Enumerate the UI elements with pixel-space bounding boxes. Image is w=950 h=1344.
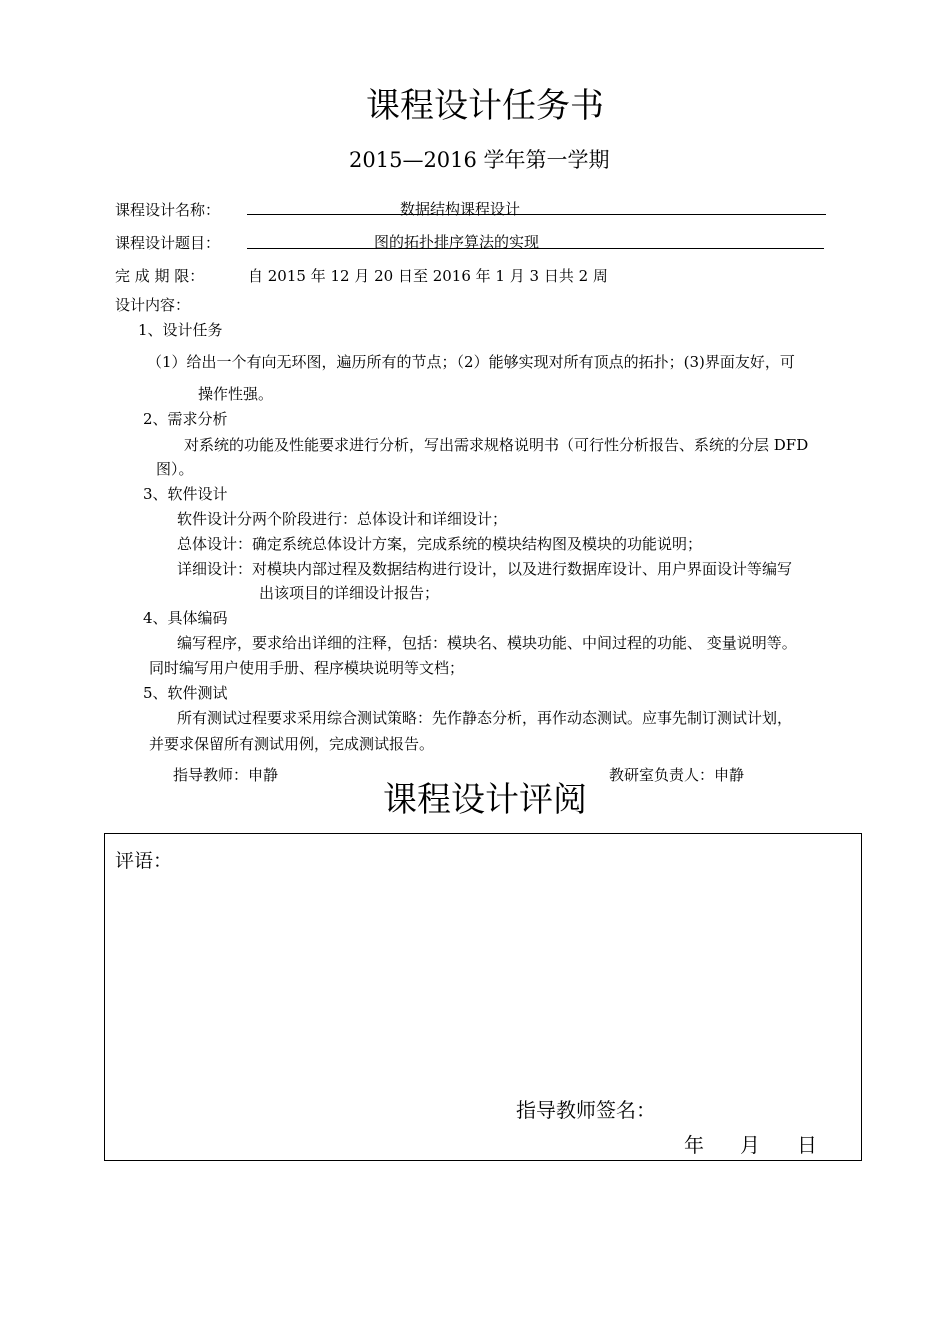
teacher-signature-label: 指导教师签名： (516, 1098, 656, 1122)
section-1-line-1: （1）给出一个有向无环图，遍历所有的节点；（2）能够实现对所有顶点的拓扑；(3)界面友好，可 (147, 353, 795, 371)
period-value: 自 2015 年 12 月 20 日至 2016 年 1 月 3 日共 2 周 (248, 267, 608, 285)
section-3-line-2: 总体设计：确定系统总体设计方案，完成系统的模块结构图及模块的功能说明； (177, 535, 703, 553)
course-name-underline (247, 214, 826, 215)
section-2-title: 2、需求分析 (143, 410, 228, 428)
page-title: 课程设计任务书 (366, 86, 604, 126)
course-topic-label: 课程设计题目： (115, 234, 221, 252)
review-comment-label: 评语： (115, 850, 173, 872)
section-2-line-2: 图）。 (156, 460, 194, 478)
section-3-line-1: 软件设计分两个阶段进行：总体设计和详细设计； (177, 510, 508, 528)
date-day: 日 (797, 1133, 817, 1157)
course-topic-value: 图的拓扑排序算法的实现 (374, 233, 540, 251)
teacher-signer: 指导教师：申静 (173, 766, 279, 784)
course-topic-underline (247, 248, 824, 249)
section-5-title: 5、软件测试 (143, 684, 228, 702)
section-5-line-1: 所有测试过程要求采用综合测试策略：先作静态分析，再作动态测试。应事先制订测试计划， (177, 709, 793, 727)
review-box (104, 833, 862, 1161)
period-label: 完 成 期 限： (115, 267, 205, 285)
content-label: 设计内容： (115, 296, 191, 314)
section-1-line-2: 操作性强。 (198, 385, 274, 403)
section-4-line-2: 同时编写用户使用手册、程序模块说明等文档； (149, 659, 465, 677)
section-3-line-3: 详细设计：对模块内部过程及数据结构进行设计，以及进行数据库设计、用户界面设计等编写 (177, 560, 793, 578)
section-1-title: 1、设计任务 (138, 321, 223, 339)
section-3-title: 3、软件设计 (143, 485, 228, 503)
director-signer: 教研室负责人：申静 (609, 766, 745, 784)
section-4-line-1: 编写程序，要求给出详细的注释，包括：模块名、模块功能、中间过程的功能、 变量说明等。 (177, 634, 797, 652)
section-2-line-1: 对系统的功能及性能要求进行分析，写出需求规格说明书（可行性分析报告、系统的分层 DFD (184, 436, 809, 454)
review-title: 课程设计评阅 (383, 780, 587, 820)
section-3-line-4: 出该项目的详细设计报告； (259, 584, 440, 602)
course-name-value: 数据结构课程设计 (400, 200, 521, 218)
section-4-title: 4、具体编码 (143, 609, 228, 627)
section-5-line-2: 并要求保留所有测试用例，完成测试报告。 (149, 735, 435, 753)
course-name-label: 课程设计名称： (115, 201, 221, 219)
date-year: 年 (684, 1133, 704, 1157)
date-month: 月 (740, 1133, 760, 1157)
term-subtitle: 2015—2016 学年第一学期 (349, 148, 610, 172)
